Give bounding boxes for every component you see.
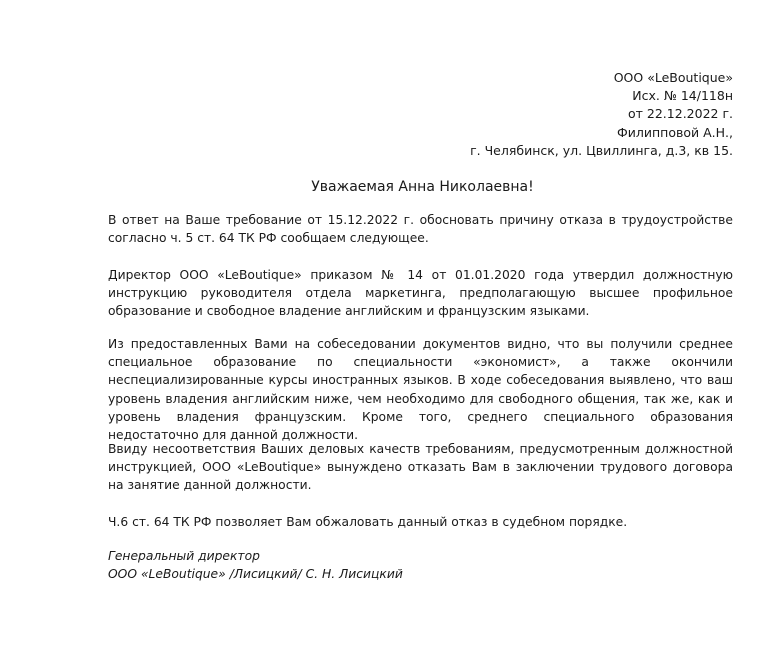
- signatory-position: Генеральный директор: [108, 549, 260, 563]
- recipient-name: Филипповой А.Н.,: [617, 124, 733, 140]
- salutation: Уважаемая Анна Николаевна!: [311, 179, 534, 195]
- company-name: ООО «LeBoutique»: [613, 70, 733, 85]
- signatory-line: ООО «LeBoutique» /Лисицкий/ С. Н. Лисицкий: [108, 567, 403, 582]
- signature-block: [108, 547, 403, 583]
- addressee-block: [470, 69, 733, 160]
- paragraph-assessment: Из предоставленных Вами на собеседовании документов видно, что вы получили среднее специальное образование по специальности «экономист», а также окончили неспециализированные курсы иностранных языков. В ходе собеседования выявлено, что ваш уровень владения английским ниже, чем необходимо для свободного общения, так же, как и уровень владения французским. Кроме того, среднего специального образования недостаточно для данной должности.: [108, 337, 733, 443]
- paragraph-request: В ответ на Ваше требование от 15.12.2022 г. обосновать причину отказа в трудоустройстве согласно ч. 5 ст. 64 ТК РФ сообщаем следующее.: [108, 213, 733, 246]
- paragraph-instruction: Директор ООО «LeBoutique» приказом № 14 от 01.01.2020 года утвердил должностную инструкцию руководителя отдела маркетинга, предполагающую высшее профильное образование и свободное владение английским и французским языками.: [108, 268, 733, 319]
- letter-date: от 22.12.2022 г.: [628, 106, 733, 122]
- outgoing-number: Исх. № 14/118н: [632, 88, 733, 104]
- paragraph-appeal: Ч.6 ст. 64 ТК РФ позволяет Вам обжаловать данный отказ в судебном порядке.: [108, 515, 628, 529]
- recipient-address: г. Челябинск, ул. Цвиллинга, д.3, кв 15.: [470, 142, 733, 158]
- paragraph-refusal: Ввиду несоответствия Ваших деловых качеств требованиям, предусмотренным должностной инструкцией, ООО «LeBoutique» вынуждено отказать Вам в заключении трудового договора на занятие данной должности.: [108, 442, 733, 493]
